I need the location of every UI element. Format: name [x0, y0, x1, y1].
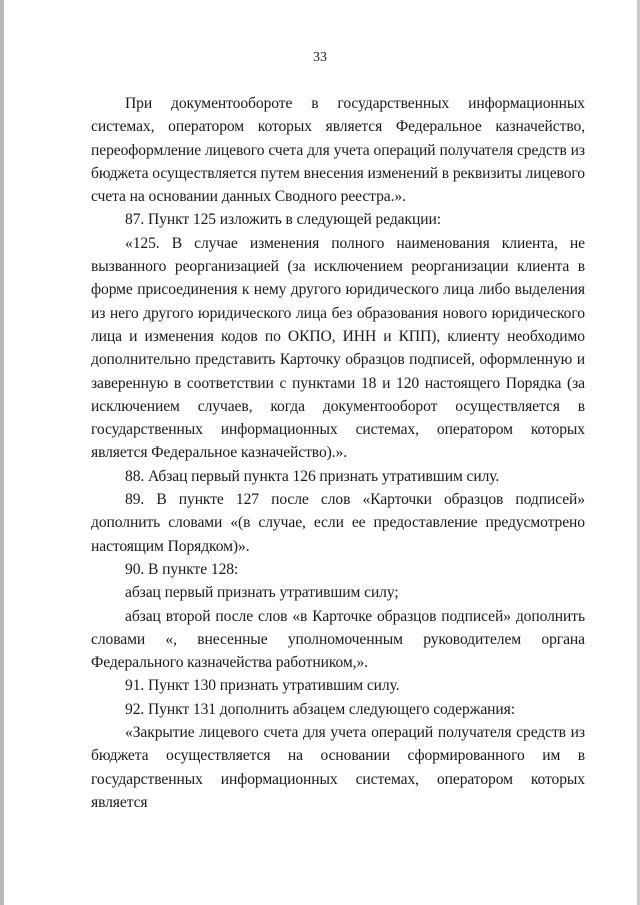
page-number: 33 [313, 50, 327, 65]
paragraph-item-88: 88. Абзац первый пункта 126 признать утратившим силу. [125, 467, 500, 485]
scan-left-edge [0, 0, 4, 905]
paragraph-item-87: 87. Пункт 125 изложить в следующей редакции: [125, 211, 441, 229]
paragraph-item-90: 90. В пункте 128: [125, 560, 239, 578]
paragraph-item-90-first: абзац первый признать утратившим силу; [125, 584, 399, 602]
paragraph-item-90-second: абзац второй после слов «в Карточке образцов подписей» дополнить словами «, внесенные уполномоченным руководителем органа Федерального казначейства работником,». [91, 607, 585, 672]
paragraph-item-92: 92. Пункт 131 дополнить абзацем следующего содержания: [125, 700, 515, 718]
paragraph-clause-125: «125. В случае изменения полного наименования клиента, не вызванного реорганизацией (за исключением реорганизации клиента в форме присоединения к нему другого юридического лица либо выделения из него другого юридического лица без образования нового юридического лица и изменения кодов по ОКПО, ИНН и КПП), клиенту необходимо дополнительно представить Карточку образцов подписей, оформленную и заверенную в соответствии с пунктами 18 и 120 настоящего Порядка (за исключением случаев, когда документооборот осуществляется в государственных информационных системах, оператором которых является Федеральное казначейство).». [91, 234, 585, 462]
paragraph-item-89: 89. В пункте 127 после слов «Карточки образцов подписей» дополнить словами «(в случае, если ее предоставление предусмотрено настоящим Порядком)». [91, 491, 585, 555]
paragraph-document-workflow: При документообороте в государственных информационных системах, оператором которых является Федеральное казначейство, переоформление лицевого счета для учета операций получателя средств из бюджета осуществляется путем внесения изменений в реквизиты лицевого счета на основании данных Сводного реестра.». [91, 95, 585, 206]
paragraph-account-closing: «Закрытие лицевого счета для учета операций получателя средств из бюджета осуществляется на основании сформированного им в государственных информационных системах, оператором которых является [91, 724, 585, 811]
document-body [91, 92, 585, 814]
paragraph-item-91: 91. Пункт 130 признать утратившим силу. [125, 677, 400, 695]
